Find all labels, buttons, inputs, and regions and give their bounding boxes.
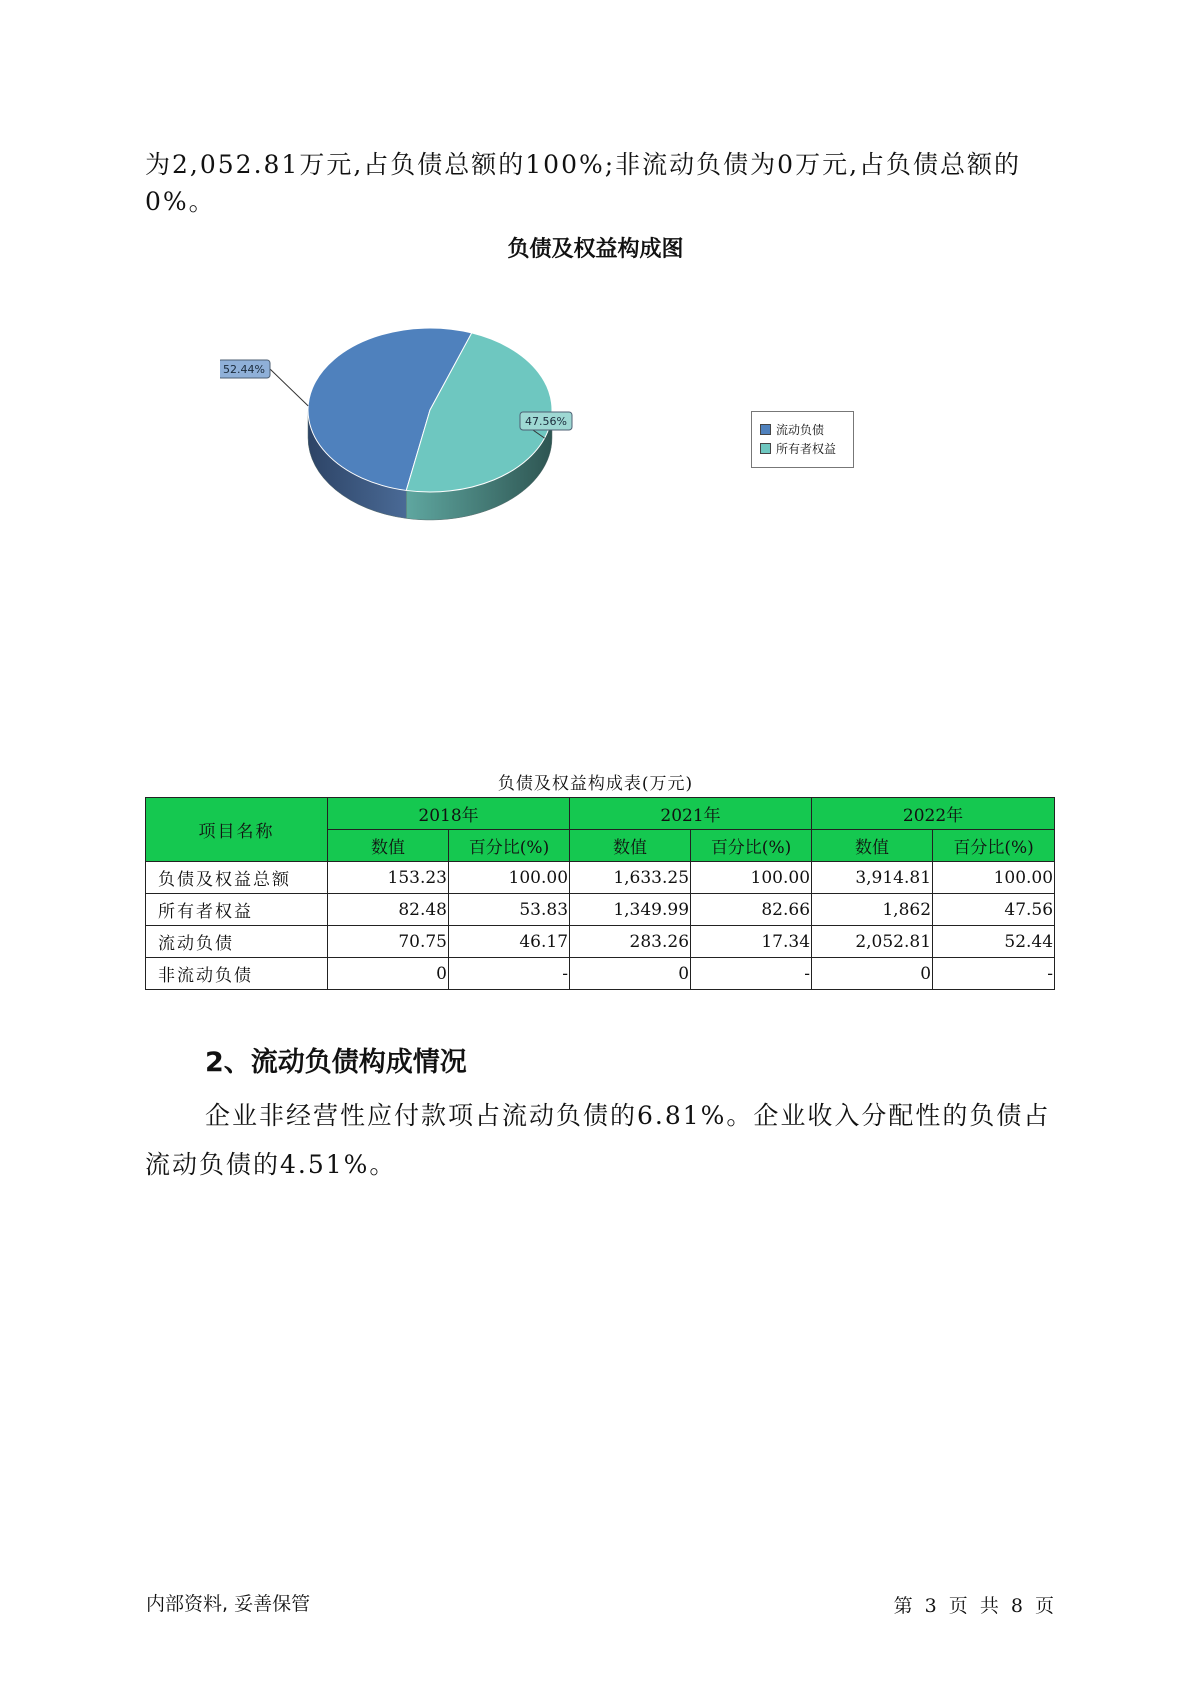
value-subheader: 数值 <box>328 830 449 862</box>
chart-title: 负债及权益构成图 <box>507 237 684 262</box>
body-paragraph-line-2: 流动负债的4.51%。 <box>145 1150 397 1179</box>
table-cell: 1,862 <box>812 894 933 926</box>
percent-subheader: 百分比(%) <box>691 830 812 862</box>
table-cell: 82.66 <box>691 894 812 926</box>
table-row <box>146 926 1055 958</box>
year-header: 2022年 <box>812 798 1055 830</box>
pie-label-leader <box>270 369 308 406</box>
table-cell: 1,349.99 <box>570 894 691 926</box>
row-name: 非流动负债 <box>146 958 328 990</box>
percent-subheader: 百分比(%) <box>933 830 1055 862</box>
table-cell: 17.34 <box>691 926 812 958</box>
value-subheader: 数值 <box>812 830 933 862</box>
legend-swatch <box>760 443 771 454</box>
table-row <box>146 862 1055 894</box>
table-cell: 0 <box>570 958 691 990</box>
pie-chart <box>220 310 640 540</box>
table-header-row <box>146 798 1055 830</box>
section-heading: 2、流动负债构成情况 <box>205 1047 467 1078</box>
chart-legend <box>751 411 854 468</box>
table-cell: 47.56 <box>933 894 1055 926</box>
table-cell: 3,914.81 <box>812 862 933 894</box>
table-cell: 283.26 <box>570 926 691 958</box>
table-row <box>146 894 1055 926</box>
table-cell: 0 <box>812 958 933 990</box>
legend-swatch <box>760 424 771 435</box>
legend-label: 流动负债 <box>776 423 825 437</box>
table-cell: 70.75 <box>328 926 449 958</box>
table-cell: 100.00 <box>933 862 1055 894</box>
table-cell: 53.83 <box>449 894 570 926</box>
table-cell: 2,052.81 <box>812 926 933 958</box>
table-caption: 负债及权益构成表(万元) <box>497 774 694 794</box>
table-cell: 1,633.25 <box>570 862 691 894</box>
pie-data-label: 47.56% <box>525 415 567 428</box>
table-cell: - <box>449 958 570 990</box>
table-cell: - <box>691 958 812 990</box>
intro-paragraph-line: 为2,052.81万元,占负债总额的100%;非流动负债为0万元,占负债总额的0%。 <box>145 150 1022 216</box>
footer-confidential-note: 内部资料, 妥善保管 <box>146 1593 311 1615</box>
body-paragraph-line-1: 企业非经营性应付款项占流动负债的6.81%。企业收入分配性的负债占 <box>205 1101 1051 1130</box>
item-name-header: 项目名称 <box>146 798 328 862</box>
legend-item-owners-equity <box>760 440 836 457</box>
table-cell: 153.23 <box>328 862 449 894</box>
table-cell: 100.00 <box>691 862 812 894</box>
table-cell: 46.17 <box>449 926 570 958</box>
table-cell: - <box>933 958 1055 990</box>
table-cell: 82.48 <box>328 894 449 926</box>
row-name: 流动负债 <box>146 926 328 958</box>
year-header: 2021年 <box>570 798 812 830</box>
value-subheader: 数值 <box>570 830 691 862</box>
percent-subheader: 百分比(%) <box>449 830 570 862</box>
legend-label: 所有者权益 <box>776 442 837 456</box>
footer-page-number: 第 3 页 共 8 页 <box>893 1595 1054 1617</box>
table-cell: 100.00 <box>449 862 570 894</box>
row-name: 所有者权益 <box>146 894 328 926</box>
liabilities-equity-table <box>145 797 1055 990</box>
year-header: 2018年 <box>328 798 570 830</box>
row-name: 负债及权益总额 <box>146 862 328 894</box>
table-cell: 52.44 <box>933 926 1055 958</box>
legend-item-current-liabilities <box>760 421 824 438</box>
table-row <box>146 958 1055 990</box>
table-cell: 0 <box>328 958 449 990</box>
pie-data-label: 52.44% <box>223 363 265 376</box>
